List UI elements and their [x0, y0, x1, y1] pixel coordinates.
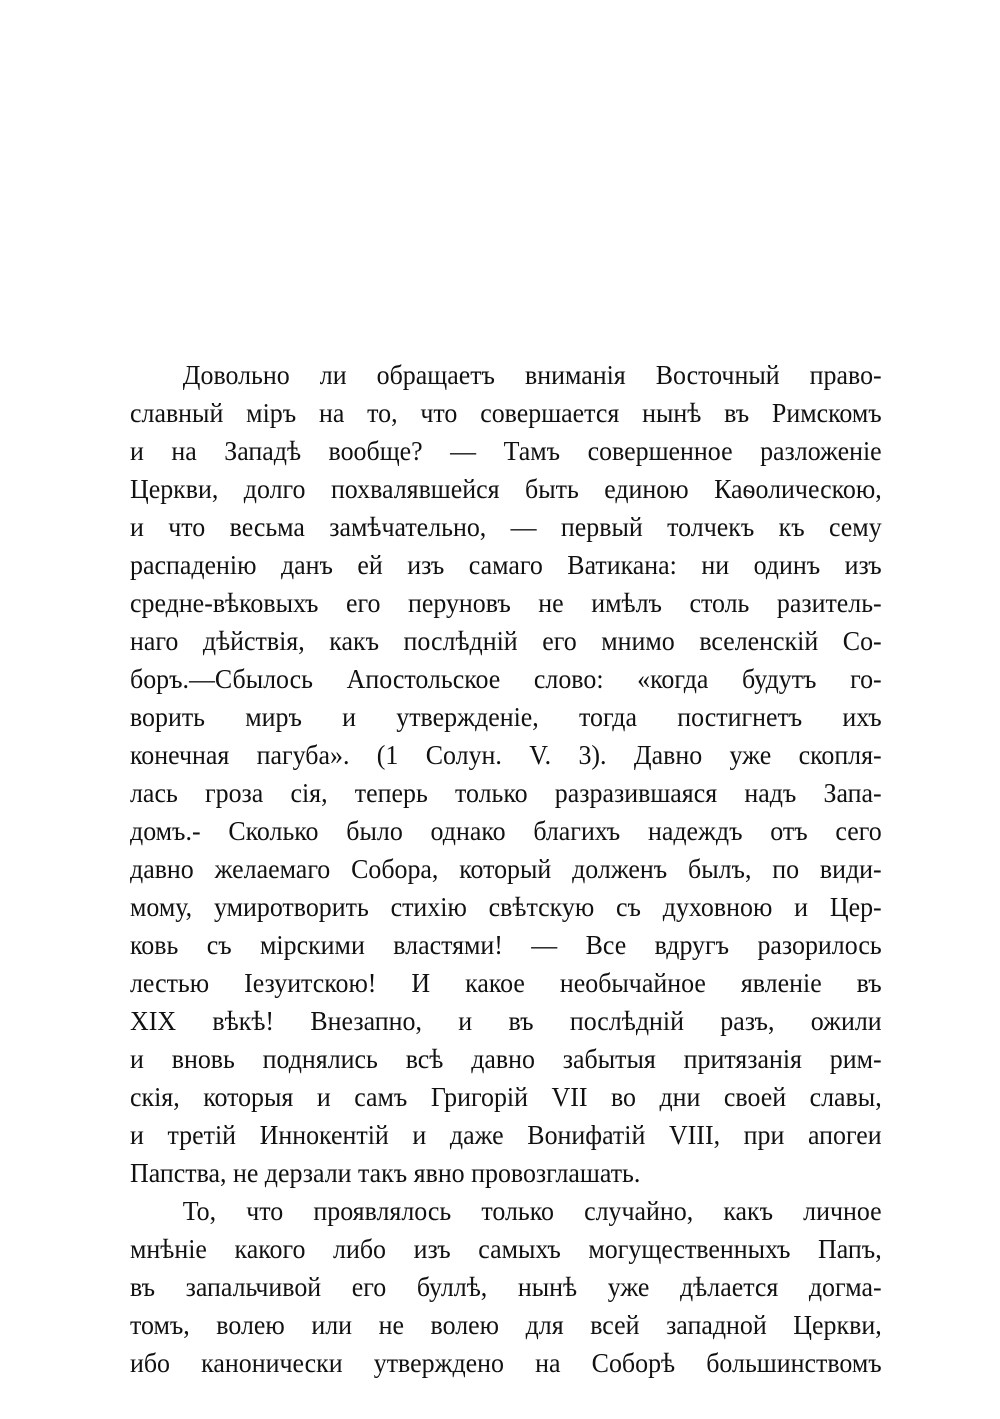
text-line: ковь съ мірскими властями! — Все вдругъ разорилось	[130, 930, 882, 960]
text-line: наго дѣйствія, какъ послѣдній его мнимо вселенскій Со-	[130, 626, 882, 656]
text-line: томъ, волею или не волею для всей западной Церкви,	[130, 1310, 882, 1340]
document-page	[130, 356, 882, 1382]
text-line: XIX вѣкѣ! Внезапно, и въ послѣдній разъ, ожили	[130, 1006, 882, 1036]
paragraph-1	[130, 356, 882, 1192]
text-line: славный міръ на то, что совершается нынѣ въ Римскомъ	[130, 398, 882, 428]
text-line: мнѣніе какого либо изъ самыхъ могущественныхъ Папъ,	[130, 1234, 882, 1264]
text-line: лась гроза сія, теперь только разразившаяся надъ Запа-	[130, 778, 882, 808]
text-line: домъ.- Сколько было однако благихъ надеждъ отъ сего	[130, 816, 882, 846]
text-line: давно желаемаго Собора, который долженъ былъ, по види-	[130, 854, 882, 884]
text-line: и третій Иннокентій и даже Вонифатій VIII, при апогеи	[130, 1120, 882, 1150]
text-line: Церкви, долго похвалявшейся быть единою Каѳолическою,	[130, 474, 882, 504]
text-line: лестью Іезуитскою! И какое необычайное явленіе въ	[130, 968, 882, 998]
text-line: распаденію данъ ей изъ самаго Ватикана: ни одинъ изъ	[130, 550, 882, 580]
text-line: скія, которыя и самъ Григорій VII во дни своей славы,	[130, 1082, 882, 1112]
text-line: въ запальчивой его буллѣ, нынѣ уже дѣлается догма-	[130, 1272, 882, 1302]
text-line: конечная пагуба». (1 Солун. V. 3). Давно уже скопля-	[130, 740, 882, 770]
text-line: ибо канонически утверждено на Соборѣ большинствомъ	[130, 1348, 882, 1378]
text-line: и что весьма замѣчательно, — первый толчекъ къ сему	[130, 512, 882, 542]
text-line: средне-вѣковыхъ его перуновъ не имѣлъ столь разитель-	[130, 588, 882, 618]
paragraph-2	[130, 1192, 882, 1382]
text-line: То, что проявлялось только случайно, какъ личное	[182, 1196, 882, 1226]
text-line: и вновь поднялись всѣ давно забытыя притязанія рим-	[130, 1044, 882, 1074]
text-line: Папства, не дерзали такъ явно провозглашать.	[130, 1158, 641, 1188]
text-line: мому, умиротворить стихію свѣтскую съ духовною и Цер-	[130, 892, 882, 922]
text-line: Довольно ли обращаетъ вниманія Восточный право-	[182, 360, 882, 390]
text-line: и на Западѣ вообще? — Тамъ совершенное разложеніе	[130, 436, 882, 466]
text-line: боръ.—Сбылось Апостольское слово: «когда будутъ го-	[130, 664, 882, 694]
text-line: ворить миръ и утвержденіе, тогда постигнетъ ихъ	[130, 702, 882, 732]
